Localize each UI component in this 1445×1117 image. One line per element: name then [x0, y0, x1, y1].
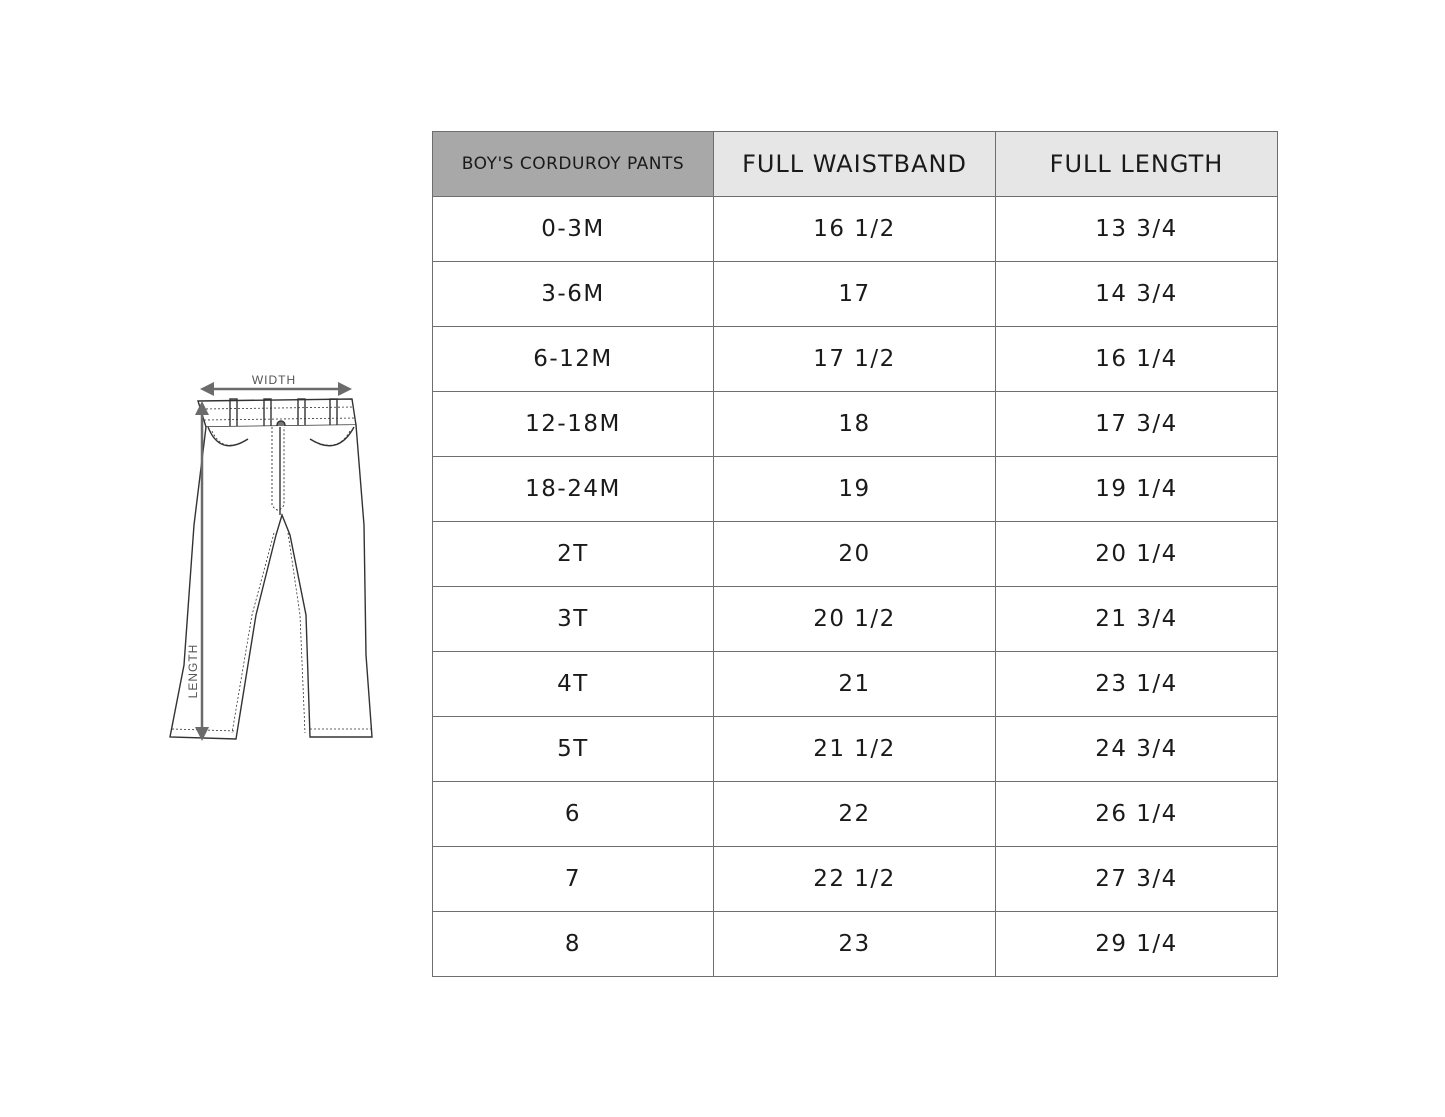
cell-size: 6: [433, 782, 714, 847]
cell-length: 20 1/4: [996, 522, 1278, 587]
cell-size: 2T: [433, 522, 714, 587]
table-row: [433, 327, 1278, 392]
cell-waistband: 21 1/2: [714, 717, 996, 782]
table-row: [433, 847, 1278, 912]
cell-length: 29 1/4: [996, 912, 1278, 977]
table-row: [433, 912, 1278, 977]
size-chart-table: [432, 131, 1278, 977]
cell-size: 0-3M: [433, 197, 714, 262]
table-header-row: [433, 132, 1278, 197]
cell-waistband: 23: [714, 912, 996, 977]
table-row: [433, 262, 1278, 327]
cell-size: 8: [433, 912, 714, 977]
length-label: LENGTH: [186, 643, 200, 699]
cell-waistband: 21: [714, 652, 996, 717]
cell-length: 16 1/4: [996, 327, 1278, 392]
cell-length: 13 3/4: [996, 197, 1278, 262]
cell-length: 19 1/4: [996, 457, 1278, 522]
cell-size: 3T: [433, 587, 714, 652]
cell-length: 14 3/4: [996, 262, 1278, 327]
table-row: [433, 652, 1278, 717]
cell-waistband: 19: [714, 457, 996, 522]
cell-waistband: 17 1/2: [714, 327, 996, 392]
cell-length: 26 1/4: [996, 782, 1278, 847]
cell-length: 21 3/4: [996, 587, 1278, 652]
cell-length: 24 3/4: [996, 717, 1278, 782]
table-row: [433, 717, 1278, 782]
table-row: [433, 522, 1278, 587]
pants-illustration: [160, 365, 390, 755]
pants-icon: [170, 399, 372, 739]
header-full-waistband: FULL WAISTBAND: [714, 132, 996, 197]
header-size: BOY'S CORDUROY PANTS: [433, 132, 714, 197]
table-row: [433, 392, 1278, 457]
width-label: WIDTH: [251, 373, 297, 387]
cell-waistband: 22 1/2: [714, 847, 996, 912]
cell-length: 23 1/4: [996, 652, 1278, 717]
cell-waistband: 22: [714, 782, 996, 847]
cell-size: 5T: [433, 717, 714, 782]
cell-size: 3-6M: [433, 262, 714, 327]
cell-waistband: 20: [714, 522, 996, 587]
cell-size: 4T: [433, 652, 714, 717]
cell-size: 12-18M: [433, 392, 714, 457]
table-row: [433, 457, 1278, 522]
cell-size: 7: [433, 847, 714, 912]
cell-size: 18-24M: [433, 457, 714, 522]
header-full-length: FULL LENGTH: [996, 132, 1278, 197]
cell-length: 27 3/4: [996, 847, 1278, 912]
cell-size: 6-12M: [433, 327, 714, 392]
cell-waistband: 16 1/2: [714, 197, 996, 262]
cell-waistband: 20 1/2: [714, 587, 996, 652]
cell-waistband: 18: [714, 392, 996, 457]
cell-length: 17 3/4: [996, 392, 1278, 457]
table-row: [433, 587, 1278, 652]
cell-waistband: 17: [714, 262, 996, 327]
table-row: [433, 197, 1278, 262]
table-row: [433, 782, 1278, 847]
